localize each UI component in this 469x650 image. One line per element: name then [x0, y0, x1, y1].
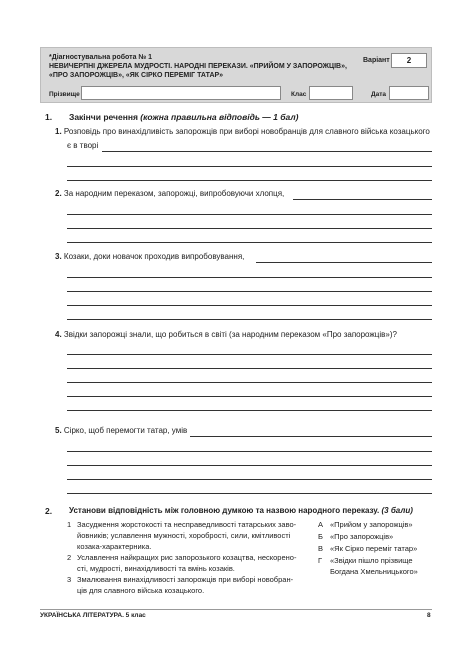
option-text: «Звідки пішло прізвище	[330, 556, 413, 565]
answer-line[interactable]	[67, 410, 432, 411]
work-title: *Діагностувальна робота № 1	[49, 54, 153, 61]
option-text: Богдана Хмельницького»	[330, 567, 418, 576]
section-1-number: 1.	[45, 112, 53, 122]
question-5	[55, 426, 187, 435]
variant-value: 2	[391, 53, 427, 68]
answer-line[interactable]	[67, 368, 432, 369]
section-1-title-text: Закінчи речення	[69, 112, 138, 122]
class-label: Клас	[291, 91, 307, 98]
answer-line[interactable]	[67, 277, 432, 278]
section-1-title	[69, 112, 298, 122]
question-2-number: 2.	[55, 189, 62, 198]
question-3-number: 3.	[55, 252, 62, 261]
surname-field[interactable]	[81, 86, 281, 100]
item-line: козака-характерника.	[77, 542, 152, 551]
answer-line[interactable]	[67, 354, 432, 355]
option-letter: В	[318, 544, 324, 553]
item-number: 3	[67, 575, 72, 584]
item-line: ців для славного війська козацького.	[77, 586, 205, 595]
question-1-text: Розповідь про винахідливість запорожців при виборі новобранців для славного війська козацького	[63, 127, 430, 136]
section-2-title-text: Установи відповідність між головною думкою та назвою народного переказу.	[69, 506, 380, 515]
section-2-number: 2.	[45, 506, 53, 516]
answer-line[interactable]	[293, 199, 432, 200]
item-line: сті, мудрості, винахідливості та вмінь козаків.	[77, 564, 235, 573]
answer-line[interactable]	[67, 291, 432, 292]
answer-line[interactable]	[67, 305, 432, 306]
matching-right-column	[318, 519, 432, 579]
item-line: Засудження жорстокості та несправедливості татарських заво-	[77, 520, 297, 529]
question-1-number: 1.	[55, 127, 62, 136]
answer-line[interactable]	[67, 493, 432, 494]
page-number: 8	[427, 612, 431, 619]
question-1-cont: є в творі	[67, 141, 99, 150]
answer-line[interactable]	[67, 479, 432, 480]
footer-title: УКРАЇНСЬКА ЛІТЕРАТУРА. 5 клас	[40, 612, 146, 619]
item-number: 2	[67, 553, 72, 562]
answer-line[interactable]	[67, 166, 432, 167]
section-1-title-note: (кожна правильна відповідь — 1 бал)	[140, 112, 299, 122]
item-line: Змалювання винахідливості запорожців при виборі новобран-	[77, 575, 294, 584]
option-letter: А	[318, 520, 324, 529]
footer-rule	[40, 609, 432, 610]
question-1	[55, 127, 430, 136]
class-field[interactable]	[309, 86, 353, 100]
question-5-text: Сірко, щоб перемогти татар, умів	[63, 426, 188, 435]
option-letter: Г	[318, 556, 323, 565]
answer-line[interactable]	[67, 382, 432, 383]
answer-line[interactable]	[67, 242, 432, 243]
matching-option-b	[318, 531, 432, 543]
answer-line[interactable]	[67, 180, 432, 181]
header-box	[40, 47, 432, 103]
surname-label: Прізвище	[49, 91, 80, 98]
answer-line[interactable]	[67, 451, 432, 452]
option-text: «Прийом у запорожців»	[330, 520, 413, 529]
question-4-text: Звідки запорожці знали, що робиться в світі (за народним переказом «Про запорожців»)?	[63, 330, 397, 339]
item-number: 1	[67, 520, 72, 529]
answer-line[interactable]	[67, 228, 432, 229]
matching-option-d	[318, 555, 432, 579]
answer-line[interactable]	[190, 436, 432, 437]
subtitle-line-1: НЕВИЧЕРПНІ ДЖЕРЕЛА МУДРОСТІ. НАРОДНІ ПЕРЕКАЗИ. «ПРИЙОМ У ЗАПОРОЖЦІВ»,	[49, 63, 347, 70]
question-5-number: 5.	[55, 426, 62, 435]
answer-line[interactable]	[67, 396, 432, 397]
matching-item-3	[67, 574, 307, 596]
date-label: Дата	[371, 91, 387, 98]
item-line: йовників; уславлення мужності, хоробрості, сили, кмітливості	[77, 531, 291, 540]
answer-line[interactable]	[256, 262, 432, 263]
option-letter: Б	[318, 532, 323, 541]
item-line: Уславлення найкращих рис запорозького козацтва, нескорено-	[77, 553, 297, 562]
answer-line[interactable]	[102, 151, 432, 152]
option-text: «Як Сірко переміг татар»	[330, 544, 418, 553]
matching-item-2	[67, 552, 307, 574]
date-field[interactable]	[389, 86, 429, 100]
question-3	[55, 252, 244, 261]
option-text: «Про запорожців»	[330, 532, 394, 541]
answer-line[interactable]	[67, 319, 432, 320]
question-4	[55, 330, 397, 339]
subtitle-line-2: «ПРО ЗАПОРОЖЦІВ», «ЯК СІРКО ПЕРЕМІГ ТАТАР»	[49, 72, 224, 79]
matching-left-column	[67, 519, 307, 596]
matching-option-c	[318, 543, 432, 555]
matching-item-1	[67, 519, 307, 552]
matching-option-a	[318, 519, 432, 531]
question-2-text: За народним переказом, запорожці, випробовуючи хлопця,	[63, 189, 285, 198]
answer-line[interactable]	[67, 214, 432, 215]
section-2-title-note: (3 бали)	[381, 506, 413, 515]
question-2	[55, 189, 284, 198]
section-2-title	[69, 506, 413, 515]
question-3-text: Козаки, доки новачок проходив випробовування,	[63, 252, 245, 261]
answer-line[interactable]	[67, 465, 432, 466]
variant-label: Варіант	[363, 57, 390, 64]
question-4-number: 4.	[55, 330, 62, 339]
